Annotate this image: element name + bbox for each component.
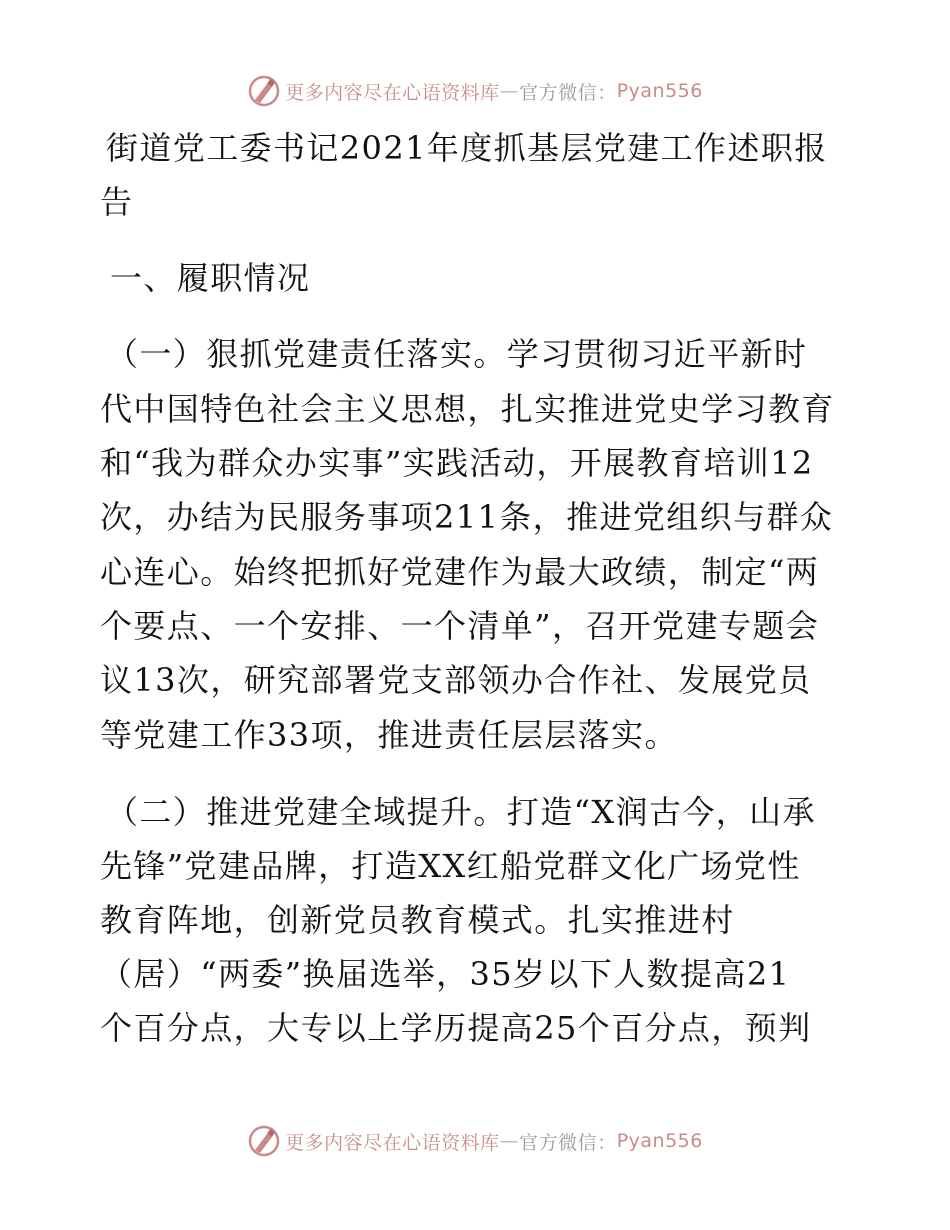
paragraph-1-line-6: 个要点、一个安排、一个清单”，召开党建专题会 <box>100 607 820 645</box>
paragraph-2-line-1: （二）推进党建全域提升。打造“X润古今，山承 <box>106 793 816 831</box>
paragraph-1-line-5: 心连心。始终把抓好党建作为最大政绩，制定“两 <box>100 553 820 591</box>
paragraph-1-line-2: 代中国特色社会主义思想，扎实推进党史学习教育 <box>100 390 835 428</box>
watermark-header <box>0 74 950 108</box>
paragraph-2-line-4: （居）“两委”换届选举，35岁以下人数提高21 <box>100 955 791 993</box>
watermark-separator: — <box>499 1130 520 1152</box>
paragraph-2-line-2: 先锋”党建品牌，打造XX红船党群文化广场党性 <box>100 847 801 885</box>
watermark-text: 更多内容尽在心语资料库 <box>285 81 500 104</box>
pen-logo-icon <box>247 1124 281 1158</box>
pen-logo-icon <box>247 74 281 108</box>
watermark-wechat-id: Pyan556 <box>616 1130 703 1152</box>
paragraph-1-line-1: （一）狠抓党建责任落实。学习贯彻习近平新时 <box>106 335 808 373</box>
document-title-line-1: 街道党工委书记2021年度抓基层党建工作述职报 <box>106 129 828 167</box>
section-heading: 一、履职情况 <box>110 259 311 297</box>
paragraph-1-line-3: 和“我为群众办实事”实践活动，开展教育培训12 <box>100 444 814 482</box>
paragraph-1-line-7: 议13次，研究部署党支部领办合作社、发展党员 <box>100 661 812 699</box>
document-title-line-2: 告 <box>100 183 134 221</box>
watermark-separator: — <box>499 80 520 102</box>
watermark-text: 更多内容尽在心语资料库 <box>285 1131 500 1154</box>
paragraph-2-line-3: 教育阵地，创新党员教育模式。扎实推进村 <box>100 901 735 939</box>
watermark-wechat-id: Pyan556 <box>616 80 703 102</box>
paragraph-1-line-8: 等党建工作33项，推进责任层层落实。 <box>100 716 678 754</box>
paragraph-1-line-4: 次，办结为民服务事项211条，推进党组织与群众 <box>100 498 834 536</box>
watermark-footer <box>0 1124 950 1158</box>
watermark-wechat-label: 官方微信： <box>519 81 617 104</box>
paragraph-2-line-5: 个百分点，大专以上学历提高25个百分点，预判 <box>100 1009 812 1047</box>
watermark-wechat-label: 官方微信： <box>519 1131 617 1154</box>
